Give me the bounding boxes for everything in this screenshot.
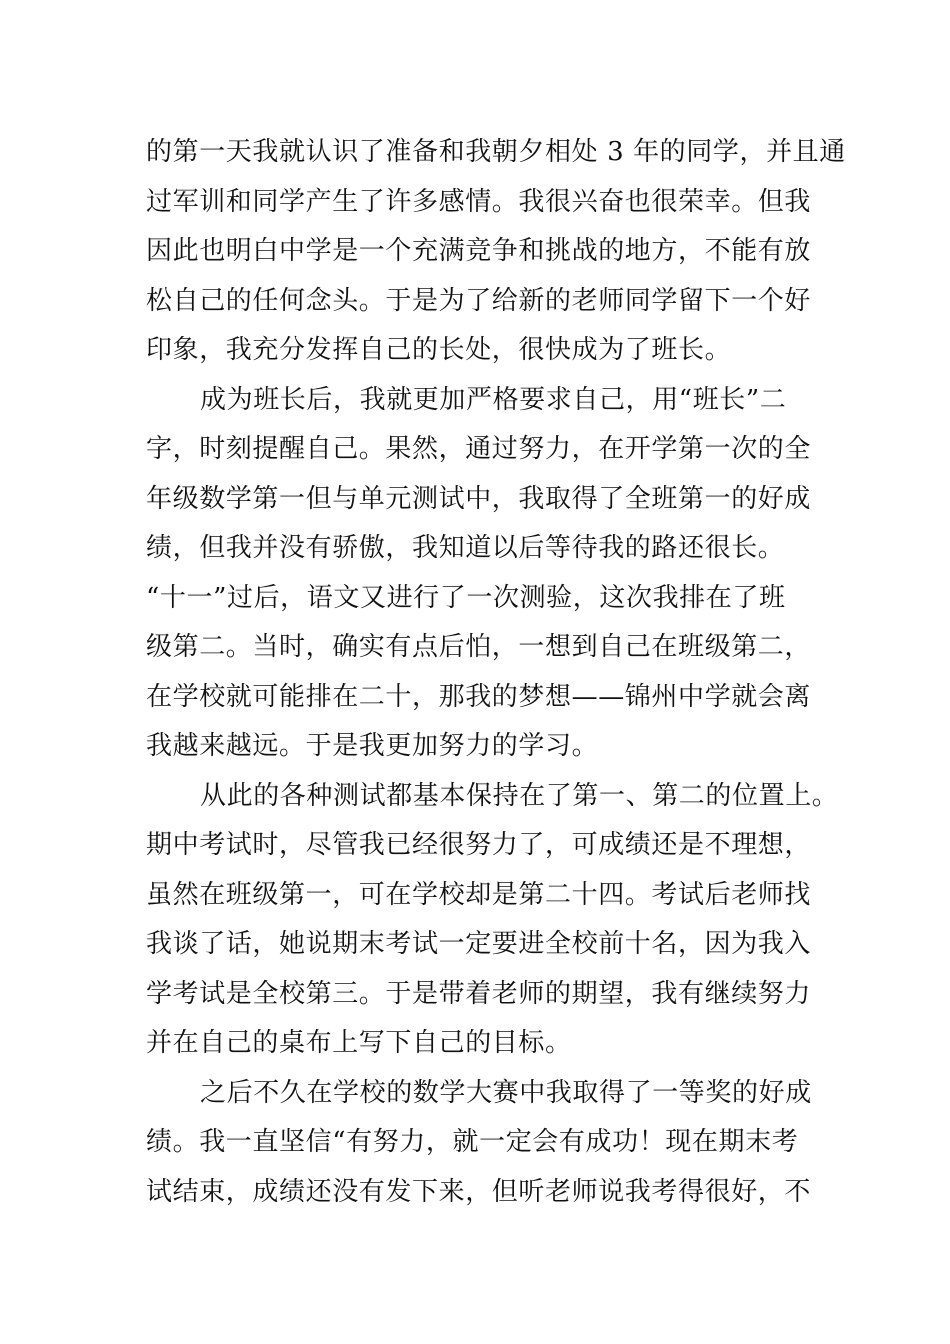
text-line: 字，时刻提醒自己。果然，通过努力，在开学第一次的全 [146,434,812,464]
text-line: 期中考试时，尽管我已经很努力了，可成绩还是不理想， [146,830,812,860]
text-line: 我谈了话，她说期末考试一定要进全校前十名，因为我入 [146,929,812,959]
text-line: 的第一天我就认识了准备和我朝夕相处 3 年的同学，并且通 [146,137,846,167]
text-line: 印象，我充分发挥自己的长处，很快成为了班长。 [146,335,732,365]
text-line: 绩，但我并没有骄傲，我知道以后等待我的路还很长。 [146,533,785,563]
text-line: 并在自己的桌布上写下自己的目标。 [146,1028,572,1058]
paragraph-start-line: 从此的各种测试都基本保持在了第一、第二的位置上。 [200,780,839,811]
body-text [146,128,846,1217]
text-line: 过军训和同学产生了许多感情。我很兴奋也很荣幸。但我 [146,186,812,217]
text-line: 松自己的任何念头。于是为了给新的老师同学留下一个好 [146,285,812,316]
text-line: 年级数学第一但与单元测试中，我取得了全班第一的好成 [146,483,812,514]
text-line: 学考试是全校第三。于是带着老师的期望，我有继续努力 [146,978,812,1009]
text-line: 因此也明白中学是一个充满竞争和挑战的地方，不能有放 [146,236,812,266]
text-line: 虽然在班级第一，可在学校却是第二十四。考试后老师找 [146,879,812,910]
text-line: 试结束，成绩还没有发下来，但听老师说我考得很好，不 [146,1176,812,1207]
text-line: 在学校就可能排在二十，那我的梦想——锦州中学就会离 [146,681,812,712]
text-line: 级第二。当时，确实有点后怕，一想到自己在班级第二， [146,632,812,662]
text-line: “十一”过后，语文又进行了一次测验，这次我排在了班 [146,582,786,613]
text-line: 绩。我一直坚信“有努力，就一定会有成功！现在期末考 [146,1127,799,1157]
paragraph-start-line: 之后不久在学校的数学大赛中我取得了一等奖的好成 [200,1077,812,1108]
text-line: 我越来越远。于是我更加努力的学习。 [146,731,599,761]
paragraph-start-line: 成为班长后，我就更加严格要求自己，用“班长”二 [200,384,787,415]
